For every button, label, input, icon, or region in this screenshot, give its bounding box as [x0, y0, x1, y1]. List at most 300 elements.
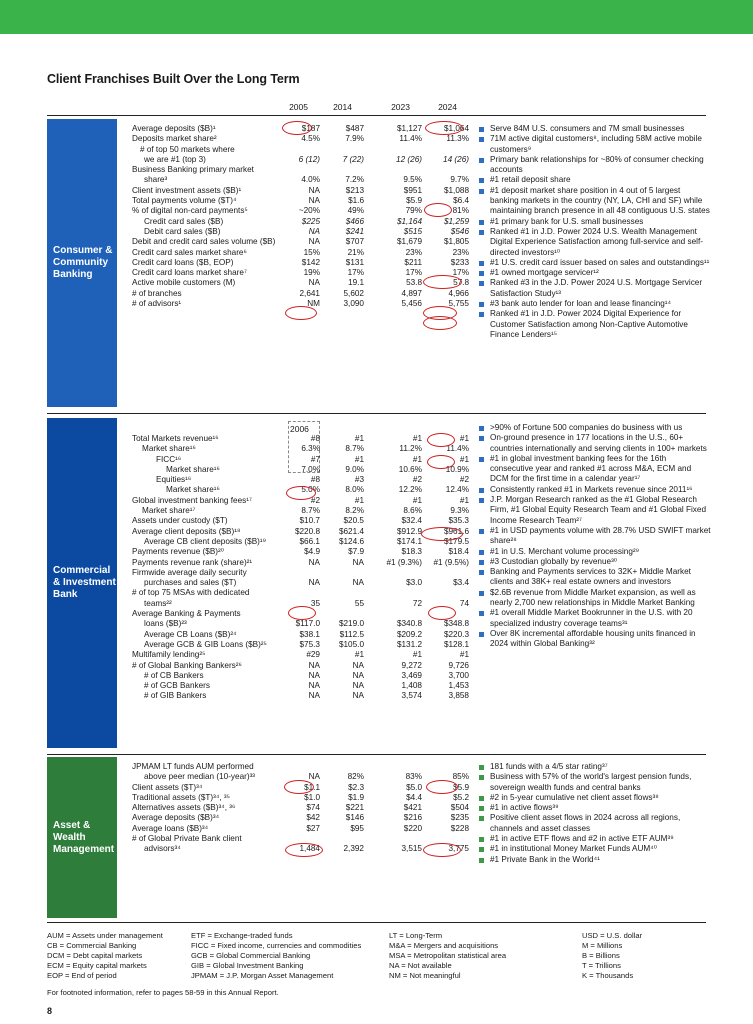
- cell-2014: $105.0: [338, 639, 364, 649]
- row-label: Firmwide average daily security: [132, 567, 247, 577]
- cell-2024: #1 (9.5%): [433, 557, 469, 567]
- row-label: # of advisors¹: [132, 299, 182, 309]
- glossary-entry: GIB = Global Investment Banking: [191, 961, 304, 970]
- red-annotation-circle: [427, 455, 455, 469]
- footnote: For footnoted information, refer to pages 58-59 in this Annual Report.: [47, 988, 279, 997]
- red-annotation-circle: [282, 121, 312, 135]
- cell-2005: $220.8: [294, 526, 320, 536]
- glossary-entry: T = Trillions: [582, 961, 621, 970]
- row-label: Payments revenue ($B)²⁰: [132, 547, 225, 557]
- glossary-entry: M = Millions: [582, 941, 623, 950]
- cell-2005: $142: [301, 257, 320, 267]
- cell-2024: 85%: [452, 772, 469, 782]
- cell-2005: NA: [308, 578, 320, 588]
- cell-2014: #3: [354, 475, 364, 485]
- cell-2014: $124.6: [338, 536, 364, 546]
- cell-2005: NA: [308, 772, 320, 782]
- page-title: Client Franchises Built Over the Long Term: [47, 72, 300, 86]
- row-label: Debit and credit card sales volume ($B): [132, 237, 276, 247]
- row-label: Total Markets revenue¹⁶: [132, 434, 219, 443]
- row-label: Average GCB & GIB Loans ($B)²⁵: [144, 639, 267, 649]
- cell-2014: NA: [352, 660, 364, 670]
- red-annotation-circle: [285, 843, 323, 857]
- cell-2005: NA: [308, 237, 320, 247]
- cell-2023: $1,679: [396, 237, 422, 247]
- cell-2014: 49%: [347, 206, 364, 216]
- cell-2014: 82%: [347, 772, 364, 782]
- row-label: Market share¹⁶: [142, 444, 196, 454]
- cell-2023: 11.2%: [399, 444, 422, 454]
- bullet-item: #1 in USD payments volume with 28.7% USD SWIFT market share²⁸: [479, 526, 711, 547]
- row-label: Global investment banking fees¹⁷: [132, 495, 252, 505]
- cell-2014: 17%: [347, 268, 364, 278]
- red-annotation-circle: [423, 843, 461, 857]
- cell-2023: $4.4: [406, 792, 422, 802]
- cell-2024: #1: [459, 495, 469, 505]
- row-label: Equities¹⁶: [156, 475, 192, 485]
- cell-2023: #2: [412, 475, 422, 485]
- row-label: JPMAM LT funds AUM performed: [132, 762, 254, 771]
- cell-2014: #1: [354, 434, 364, 443]
- glossary-entry: NM = Not meaningful: [389, 971, 461, 980]
- glossary-entry: ECM = Equity capital markets: [47, 961, 147, 970]
- bullet-item: Over 8K incremental affordable housing units financed in 2024 within Global Banking³²: [479, 629, 711, 650]
- bullet-item: #1 in institutional Money Market Funds AUM⁴⁰: [479, 844, 711, 854]
- cell-2023: 5,456: [401, 299, 422, 309]
- bullet-item: Ranked #3 in the J.D. Power 2024 U.S. Mortgage Servicer Satisfaction Study¹³: [479, 278, 711, 299]
- cell-2023: 8.6%: [403, 506, 422, 516]
- cell-2024: 1,453: [448, 681, 469, 691]
- cell-2005: 1,484: [299, 844, 320, 854]
- cell-2024: 9.3%: [450, 506, 469, 516]
- cell-2024: 74: [459, 598, 469, 608]
- cell-2023: #1: [412, 495, 422, 505]
- cell-2014: 8.2%: [345, 506, 364, 516]
- bullet-item: Primary bank relationships for ~80% of consumer checking accounts: [479, 155, 711, 176]
- cell-2023: 72: [412, 598, 422, 608]
- bullet-item: >90% of Fortune 500 companies do business with us: [479, 423, 711, 433]
- divider: [47, 922, 706, 923]
- cell-2023: $131.2: [396, 639, 422, 649]
- bullet-item: Consistently ranked #1 in Markets revenue since 2011¹⁶: [479, 485, 711, 495]
- cell-2014: $20.5: [343, 516, 364, 526]
- cell-2005: $27: [306, 823, 320, 833]
- cell-2005: NA: [308, 691, 320, 701]
- cell-2023: 53.8: [406, 278, 422, 288]
- row-label: Debit card sales ($B): [144, 226, 221, 236]
- row-label: Credit card sales market share⁶: [132, 247, 247, 257]
- cell-2024: 4,966: [448, 288, 469, 298]
- cell-2023: 3,515: [401, 844, 422, 854]
- cell-2023: $421: [403, 803, 422, 813]
- cell-2024: $18.4: [448, 547, 469, 557]
- cell-2005: $75.3: [299, 639, 320, 649]
- year-header-2005: 2005: [289, 102, 308, 112]
- glossary-entry: NA = Not available: [389, 961, 452, 970]
- row-label: above peer median (10-year)³³: [144, 772, 256, 782]
- cell-2005: NA: [308, 196, 320, 206]
- bullet-item: #1 deposit market share position in 4 out of 5 largest banking markets in the country (NY, LA, CHI and SF) while maintaining branch presence in all 48 contiguous U.S. states: [479, 186, 711, 217]
- bullet-item: #1 retail deposit share: [479, 175, 711, 185]
- cell-2014: 3,090: [343, 299, 364, 309]
- cell-2023: $515: [403, 226, 422, 236]
- row-label: Multifamily lending²⁵: [132, 650, 206, 660]
- segment-label-cib: Commercial & Investment Bank: [47, 418, 117, 748]
- cell-2005: 8.7%: [301, 506, 320, 516]
- row-label: Market share¹⁶: [166, 464, 220, 474]
- cell-2005: 5.0%: [301, 485, 320, 495]
- cell-2014: 7 (22): [342, 154, 364, 164]
- cell-2014: $1.6: [348, 196, 364, 206]
- cell-2024: $179.5: [443, 536, 469, 546]
- year-header-2014: 2014: [333, 102, 352, 112]
- glossary-col-1: [47, 931, 163, 981]
- red-annotation-circle: [425, 121, 463, 135]
- bullet-item: On-ground presence in 177 locations in the U.S., 60+ countries internationally and serving clients in 100+ markets: [479, 433, 711, 454]
- cell-2024: 3,700: [448, 670, 469, 680]
- row-label: FICC¹⁶: [156, 454, 182, 464]
- cell-2005: $38.1: [299, 629, 320, 639]
- cell-2023: #1 (9.3%): [386, 557, 422, 567]
- cell-2024: $5.2: [453, 792, 469, 802]
- glossary-col-2: [191, 931, 361, 981]
- bullet-item: #1 in active ETF flows and #2 in active ETF AUM³⁹: [479, 834, 711, 844]
- cell-2014: $2.3: [348, 782, 364, 792]
- cell-2014: NA: [352, 670, 364, 680]
- bullet-item: 181 funds with a 4/5 star rating³⁷: [479, 762, 711, 772]
- cell-2005: 2,641: [299, 288, 320, 298]
- cell-2014: $1.9: [348, 792, 364, 802]
- row-label: Traditional assets ($T)³⁴, ³⁵: [132, 792, 231, 802]
- cell-2024: $504: [450, 803, 469, 813]
- cell-2014: $487: [345, 124, 364, 133]
- row-label: Average Banking & Payments: [132, 609, 241, 619]
- cell-2014: $707: [345, 237, 364, 247]
- cell-2024: 12.4%: [445, 485, 469, 495]
- row-label: purchases and sales ($T): [144, 578, 237, 588]
- cell-2005: NA: [308, 226, 320, 236]
- cell-2005: $117.0: [295, 619, 320, 629]
- cell-2024: 23%: [452, 247, 469, 257]
- cell-2023: $18.3: [401, 547, 422, 557]
- red-annotation-circle: [424, 203, 452, 217]
- cell-2014: 2,392: [343, 844, 364, 854]
- top-green-bar: [0, 0, 753, 34]
- cell-2014: 7.9%: [345, 134, 364, 144]
- cell-2005: NA: [308, 660, 320, 670]
- red-annotation-circle: [428, 606, 456, 620]
- cell-2024: #1: [459, 434, 469, 443]
- cell-2014: NA: [352, 681, 364, 691]
- year-header-2023: 2023: [391, 102, 410, 112]
- glossary-entry: DCM = Debt capital markets: [47, 951, 143, 960]
- glossary-entry: ETF = Exchange-traded funds: [191, 931, 293, 940]
- cell-2005: 4.5%: [301, 134, 320, 144]
- page-number: 8: [47, 1006, 53, 1016]
- glossary-entry: LT = Long-Term: [389, 931, 443, 940]
- row-label: Credit card sales ($B): [144, 216, 224, 226]
- row-label: Average deposits ($B)³⁴: [132, 813, 220, 823]
- bullet-item: $2.6B revenue from Middle Market expansion, as well as nearly 2,700 new relationships in Middle Market Banking: [479, 588, 711, 609]
- cell-2024: #1: [459, 454, 469, 464]
- cell-2014: 7.2%: [345, 175, 364, 185]
- cell-2005: NA: [308, 557, 320, 567]
- glossary-entry: CB = Commercial Banking: [47, 941, 137, 950]
- divider: [47, 413, 706, 414]
- cell-2023: $32.4: [401, 516, 422, 526]
- row-label: Client investment assets ($B)¹: [132, 185, 242, 195]
- cell-2024: #2: [459, 475, 469, 485]
- row-label: Market share¹⁶: [166, 485, 220, 495]
- row-label: # of top 50 markets where: [140, 144, 235, 154]
- glossary-entry: M&A = Mergers and acquisitions: [389, 941, 499, 950]
- row-label: Average loans ($B)³⁴: [132, 823, 209, 833]
- cell-2024: $1,259: [443, 216, 469, 226]
- row-label: Credit card loans market share⁷: [132, 268, 247, 278]
- row-label: Active mobile customers (M): [132, 278, 236, 288]
- cell-2014: 8.0%: [345, 485, 364, 495]
- row-label: Deposits market share²: [132, 134, 217, 144]
- cell-2024: 9,726: [448, 660, 469, 670]
- cell-2014: $221: [345, 803, 364, 813]
- glossary-entry: AUM = Assets under management: [47, 931, 163, 940]
- row-label: # of branches: [132, 288, 182, 298]
- glossary-entry: MSA = Metropolitan statistical area: [389, 951, 507, 960]
- cell-2023: #1: [412, 650, 422, 660]
- bullet-item: #1 owned mortgage servicer¹²: [479, 268, 711, 278]
- cell-2024: 11.3%: [446, 134, 469, 144]
- cell-2024: 3,858: [448, 691, 469, 701]
- cell-2005: NA: [308, 185, 320, 195]
- cell-2023: 12.2%: [398, 485, 422, 495]
- cell-2023: 3,469: [401, 670, 422, 680]
- cell-2014: #1: [354, 650, 364, 660]
- cell-2024: $1,088: [443, 185, 469, 195]
- cell-2024: $961.6: [443, 526, 469, 536]
- cell-2005: #8: [310, 434, 320, 443]
- row-label: Credit card loans ($B, EOP): [132, 257, 234, 267]
- cell-2023: $209.2: [396, 629, 422, 639]
- cell-2023: $3.0: [406, 578, 422, 588]
- cell-2024: 10.9%: [445, 464, 469, 474]
- cell-2005: ~20%: [298, 206, 320, 216]
- cell-2023: $951: [403, 185, 422, 195]
- cell-2023: $5.0: [406, 782, 422, 792]
- cib-highlights: [479, 423, 711, 650]
- glossary-entry: GCB = Global Commercial Banking: [191, 951, 311, 960]
- cell-2024: #1: [459, 650, 469, 660]
- bullet-item: #1 U.S. credit card issuer based on sales and outstandings¹¹: [479, 258, 711, 268]
- bullet-item: #1 Private Bank in the World⁴¹: [479, 855, 711, 865]
- red-annotation-circle: [285, 306, 317, 320]
- cell-2023: $216: [403, 813, 422, 823]
- glossary-entry: EOP = End of period: [47, 971, 117, 980]
- cell-2024: $128.1: [443, 639, 469, 649]
- row-label: Market share¹⁷: [142, 506, 196, 516]
- row-label: % of digital non-card payments⁵: [132, 206, 248, 216]
- bullet-item: Ranked #1 in J.D. Power 2024 Digital Experience for Customer Satisfaction among Non-Captive Automotive Finance Lenders¹⁵: [479, 309, 711, 340]
- cell-2014: $213: [345, 185, 364, 195]
- cell-2005: NA: [308, 278, 320, 288]
- cell-2023: 9.5%: [403, 175, 422, 185]
- cell-2023: 10.6%: [398, 464, 422, 474]
- glossary-entry: K = Thousands: [582, 971, 634, 980]
- cell-2014: 9.0%: [345, 464, 364, 474]
- cell-2024: $35.3: [448, 516, 469, 526]
- bullet-item: #1 in active flows³⁹: [479, 803, 711, 813]
- row-label: Average CB Loans ($B)²⁴: [144, 629, 237, 639]
- cell-2023: $211: [404, 257, 422, 267]
- cell-2024: 57.8: [453, 278, 469, 288]
- row-label: Business Banking primary market: [132, 165, 254, 175]
- divider: [47, 754, 706, 755]
- row-label: Average CB client deposits ($B)¹⁹: [144, 536, 267, 546]
- cell-2005: $10.7: [299, 516, 320, 526]
- cell-2024: 3,775: [448, 844, 469, 854]
- cell-2024: $220.3: [443, 629, 469, 639]
- red-annotation-circle: [288, 606, 316, 620]
- row-label: teams²²: [144, 598, 172, 608]
- cell-2005: NA: [308, 670, 320, 680]
- cell-2005: $1.1: [304, 782, 320, 792]
- divider: [47, 115, 706, 116]
- red-annotation-circle: [284, 780, 314, 794]
- cell-2014: $146: [345, 813, 364, 823]
- cell-2014: 21%: [347, 247, 364, 257]
- bullet-item: 71M active digital customers⁸, including 58M active mobile customers⁹: [479, 134, 711, 155]
- cell-2024: $1,805: [443, 237, 469, 247]
- red-annotation-circle: [421, 527, 463, 541]
- cell-2005: 15%: [303, 247, 320, 257]
- cell-2005: #7: [310, 454, 320, 464]
- cell-2014: NA: [352, 578, 364, 588]
- cell-2005: $66.1: [299, 536, 320, 546]
- cell-2005: $4.9: [304, 547, 320, 557]
- cell-2014: 8.7%: [345, 444, 364, 454]
- cell-2024: $235: [450, 813, 469, 823]
- cell-2014: $7.9: [348, 547, 364, 557]
- cell-2014: 55: [354, 598, 364, 608]
- row-label: share³: [144, 175, 168, 185]
- cell-2024: $546: [450, 226, 469, 236]
- cell-2005: $74: [306, 803, 320, 813]
- cell-2014: $112.5: [339, 629, 364, 639]
- bullet-item: Ranked #1 in J.D. Power 2024 U.S. Wealth Management Digital Experience Satisfaction among full-service and self-directed investors¹⁰: [479, 227, 711, 258]
- cell-2005: $1.0: [304, 792, 320, 802]
- row-label: Payments revenue rank (share)²¹: [132, 557, 253, 567]
- cell-2014: $466: [345, 216, 364, 226]
- cell-2014: $131: [345, 257, 364, 267]
- red-annotation-circle: [423, 275, 462, 289]
- row-label: Client assets ($T)³⁴: [132, 782, 203, 792]
- cell-2023: 17%: [405, 268, 422, 278]
- cell-2024: $228: [450, 823, 469, 833]
- cell-2014: NA: [352, 691, 364, 701]
- row-label: # of Global Private Bank client: [132, 834, 242, 844]
- bullet-item: Positive client asset flows in 2024 across all regions, channels and asset classes: [479, 813, 711, 834]
- cell-2024: 5,755: [448, 299, 469, 309]
- bullet-item: #2 in 5-year cumulative net client asset flows³⁸: [479, 793, 711, 803]
- bullet-item: Banking and Payments services to 32K+ Middle Market clients and 38K+ real estate owners and investors: [479, 567, 711, 588]
- row-label: # of top 75 MSAs with dedicated: [132, 588, 250, 598]
- cell-2005: #29: [306, 650, 320, 660]
- bullet-item: #3 Custodian globally by revenue³⁰: [479, 557, 711, 567]
- ccb-highlights: [479, 124, 711, 340]
- cell-2024: 14 (26): [443, 154, 469, 164]
- cell-2023: 3,574: [401, 691, 422, 701]
- row-label: # of Global Banking Bankers²⁶: [132, 660, 242, 670]
- bullet-item: J.P. Morgan Research ranked as the #1 Global Research Firm, #1 Global Equity Research Team and #1 Global Fixed Income Research Team²⁷: [479, 495, 711, 526]
- segment-label-awm: Asset & Wealth Management: [47, 757, 117, 918]
- cell-2005: $225: [301, 216, 320, 226]
- glossary-col-3: [389, 931, 506, 981]
- cell-2024: $348.8: [443, 619, 469, 629]
- glossary-entry: FICC = Fixed income, currencies and commodities: [191, 941, 362, 950]
- cell-2014: 19.1: [348, 278, 364, 288]
- bullet-item: #1 in U.S. Merchant volume processing²⁹: [479, 547, 711, 557]
- cell-2023: #1: [412, 434, 422, 443]
- row-label: Alternatives assets ($B)³⁴, ³⁶: [132, 803, 236, 813]
- segment-label-ccb: Consumer & Community Banking: [47, 119, 117, 407]
- cell-2024: 81%: [452, 206, 469, 216]
- cell-2014: 5,602: [343, 288, 364, 298]
- cell-2014: NA: [352, 557, 364, 567]
- row-label: loans ($B)²³: [144, 619, 187, 629]
- cell-2024: $3.4: [453, 578, 469, 588]
- cell-2023: $1,127: [396, 124, 422, 133]
- cell-2005: 19%: [303, 268, 320, 278]
- cell-2023: $220: [403, 823, 422, 833]
- cell-2005: #8: [310, 475, 320, 485]
- row-label: advisors³⁴: [144, 844, 181, 854]
- cell-2005: NA: [308, 681, 320, 691]
- glossary-entry: B = Billions: [582, 951, 620, 960]
- cell-2023: 4,897: [401, 288, 422, 298]
- cell-2005: 6.3%: [301, 444, 320, 454]
- cell-2005: 6 (12): [298, 154, 320, 164]
- cell-2014: $219.0: [338, 619, 364, 629]
- row-label: Average client deposits ($B)¹⁸: [132, 526, 241, 536]
- red-annotation-circle: [426, 780, 458, 794]
- row-label: Total payments volume ($T)⁴: [132, 196, 237, 206]
- cell-2014: $241: [345, 226, 364, 236]
- glossary-entry: JPMAM = J.P. Morgan Asset Management: [191, 971, 334, 980]
- row-label: Average deposits ($B)¹: [132, 124, 216, 133]
- cell-2005: NM: [307, 299, 320, 309]
- cell-2024: $233: [450, 257, 469, 267]
- red-annotation-circle: [423, 316, 457, 330]
- awm-highlights: [479, 762, 711, 865]
- cell-2023: $912.9: [396, 526, 422, 536]
- cell-2005: #2: [310, 495, 320, 505]
- cell-2023: 79%: [405, 206, 422, 216]
- cell-2023: 1,408: [401, 681, 422, 691]
- cell-2014: $621.4: [338, 526, 364, 536]
- cell-2024: 11.4%: [446, 444, 469, 454]
- cell-2005: $42: [306, 813, 320, 823]
- cell-2024: $5.9: [453, 782, 469, 792]
- row-label: # of GCB Bankers: [144, 681, 210, 691]
- cell-2023: $340.8: [396, 619, 422, 629]
- cell-2023: $1,164: [396, 216, 422, 226]
- cell-2014: #1: [354, 495, 364, 505]
- glossary-entry: USD = U.S. dollar: [582, 931, 643, 940]
- bullet-item: #1 overall Middle Market Bookrunner in the U.S. with 20 specialized industry coverage teams³¹: [479, 608, 711, 629]
- cell-2024: $6.4: [453, 196, 469, 206]
- bullet-item: Serve 84M U.S. consumers and 7M small businesses: [479, 124, 711, 134]
- cell-2005: 7.0%: [301, 464, 320, 474]
- row-label: Assets under custody ($T): [132, 516, 228, 526]
